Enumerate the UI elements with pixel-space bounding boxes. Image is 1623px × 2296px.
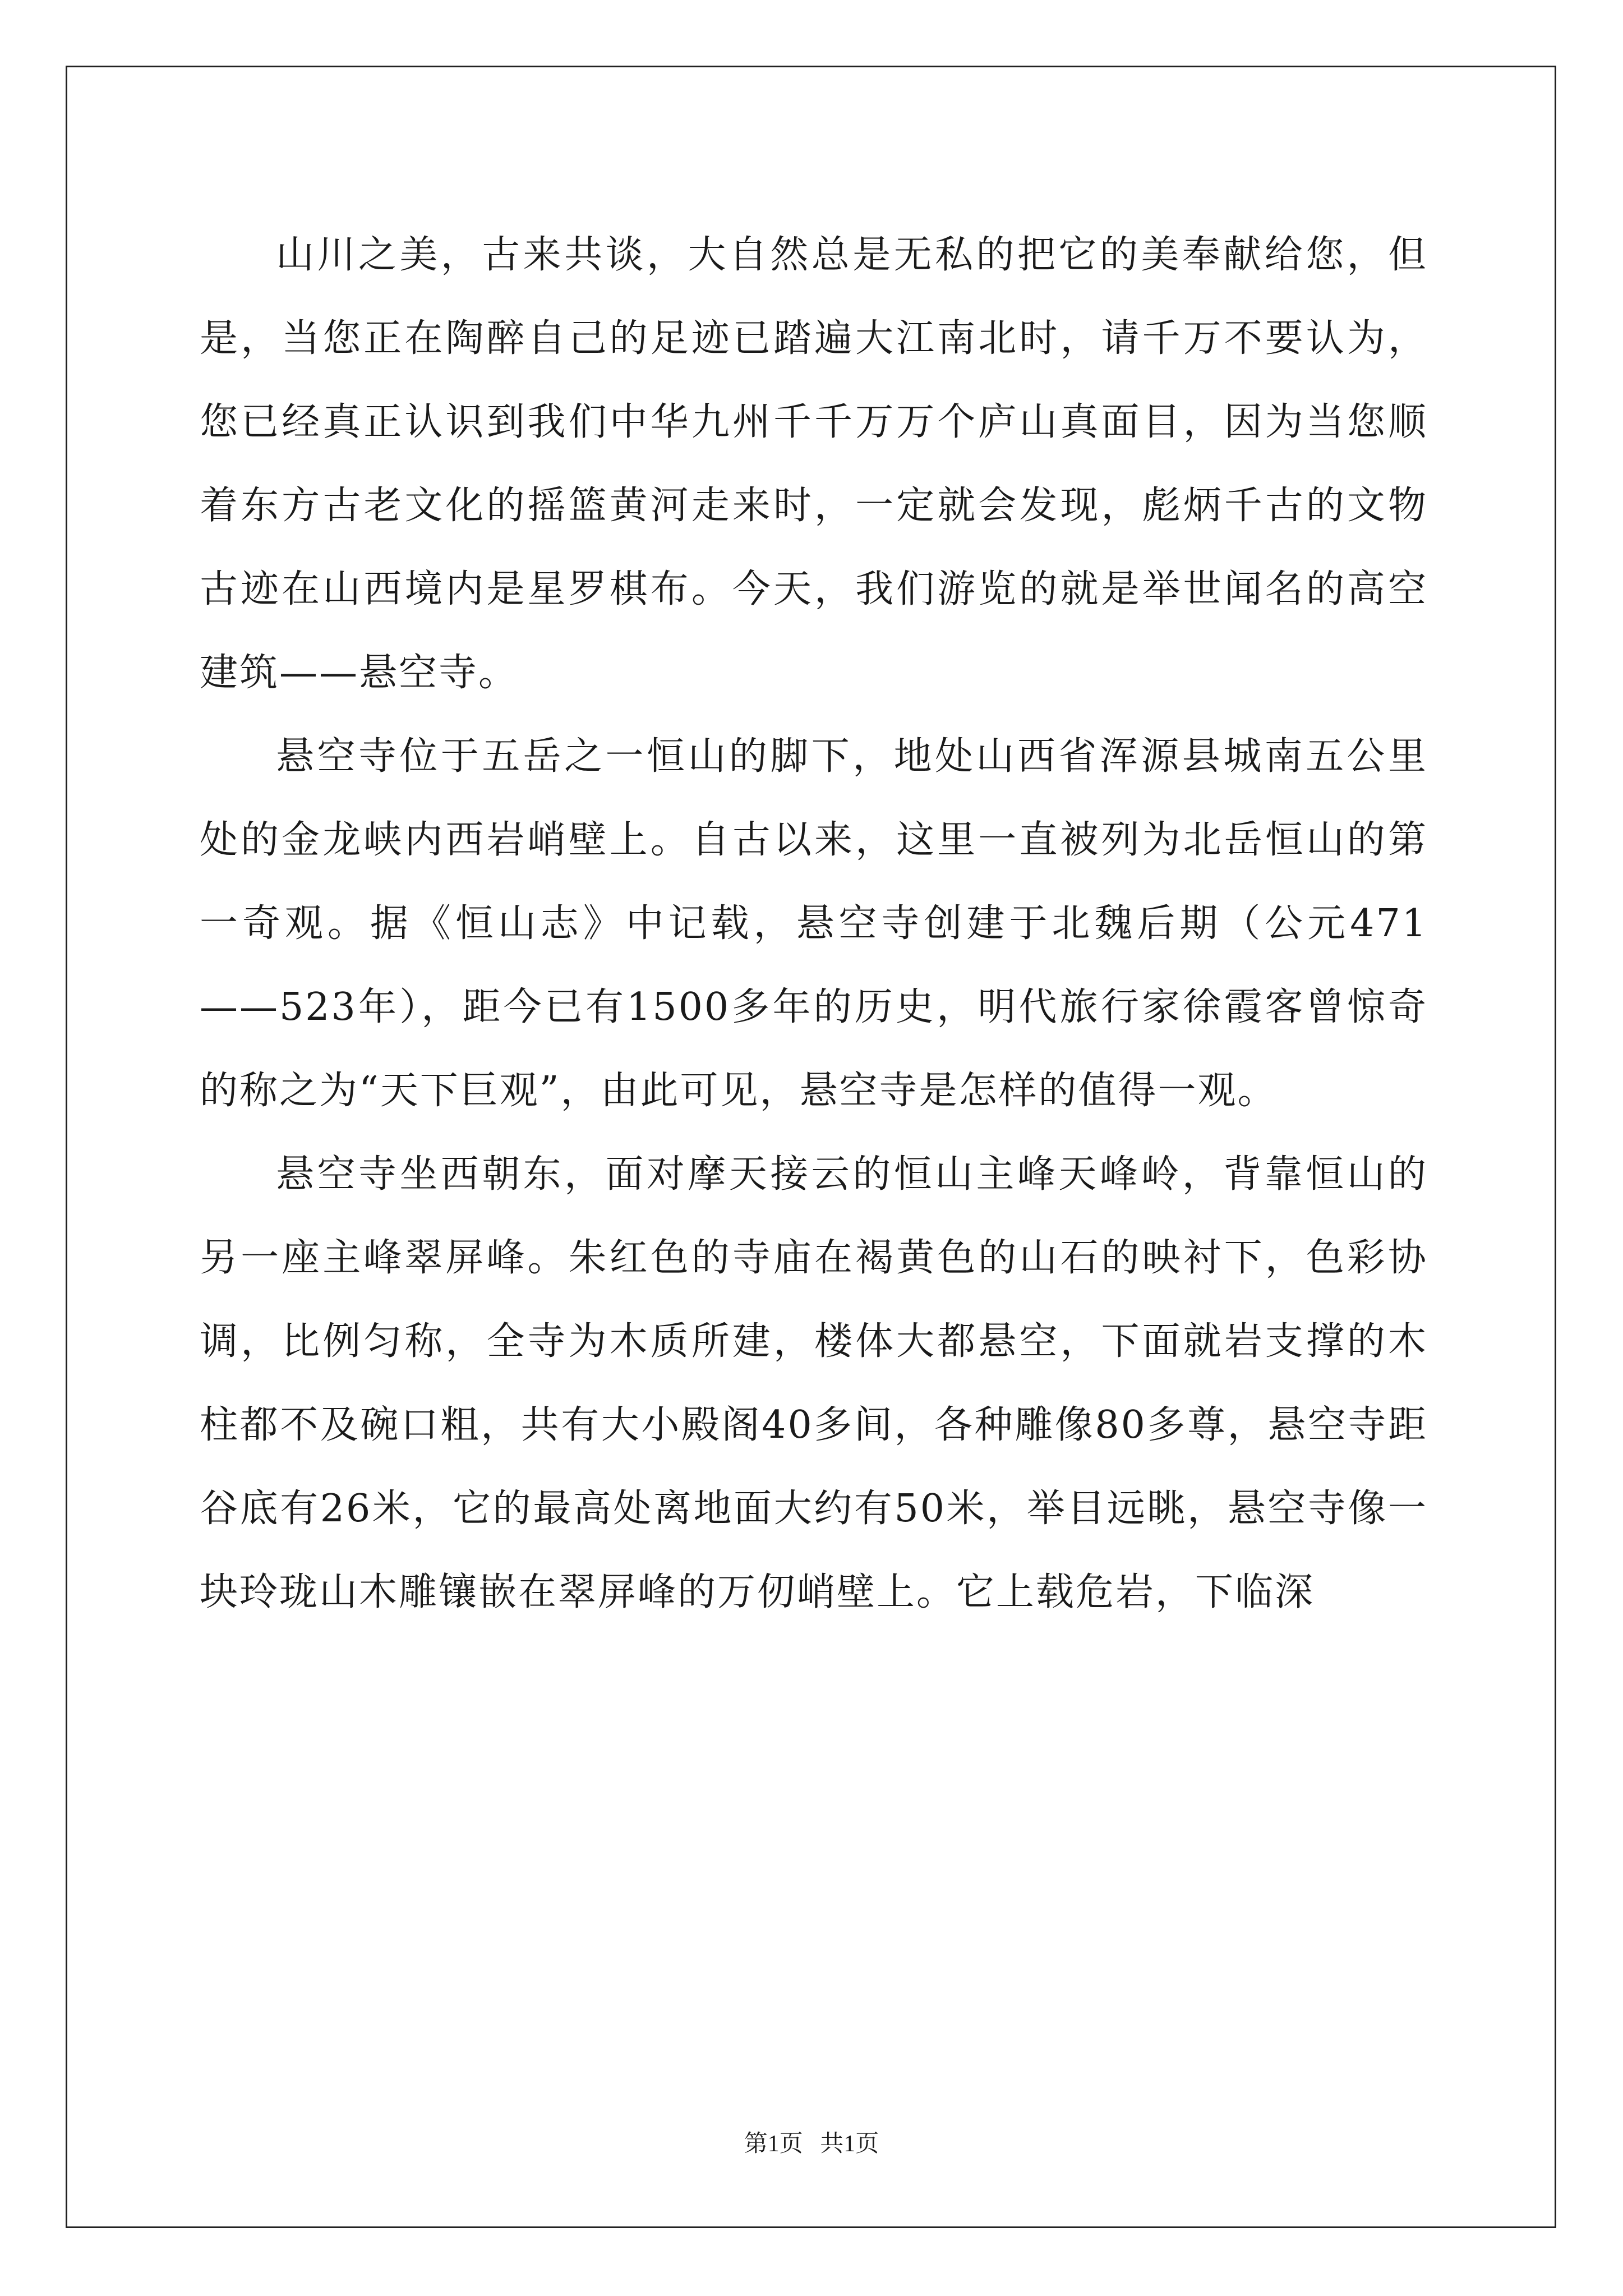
- paragraph-1: 山川之美，古来共谈，大自然总是无私的把它的美奉献给您，但是，当您正在陶醉自己的足迹已踏遍大江南北时，请千万不要认为，您已经真正认识到我们中华九州千千万万个庐山真面目，因为当您顺着东方古老文化的摇篮黄河走来时，一定就会发现，彪炳千古的文物古迹在山西境内是星罗棋布。今天，我们游览的就是举世闻名的高空建筑——悬空寺。: [200, 233, 1428, 695]
- paragraph-3: 悬空寺坐西朝东，面对摩天接云的恒山主峰天峰岭，背靠恒山的另一座主峰翠屏峰。朱红色的寺庙在褐黄色的山石的映衬下，色彩协调，比例匀称，全寺为木质所建，楼体大都悬空，下面就岩支撑的木柱都不及碗口粗，共有大小殿阁40多间，各种雕像80多尊，悬空寺距谷底有26米，它的最高处离地面大约有50米，举目远眺，悬空寺像一块玲珑山木雕镶嵌在翠屏峰的万仞峭壁上。它上载危岩，下临深: [200, 1152, 1428, 1614]
- document-body: [200, 213, 1428, 1634]
- paragraph-2: 悬空寺位于五岳之一恒山的脚下，地处山西省浑源县城南五公里处的金龙峡内西岩峭壁上。自古以来，这里一直被列为北岳恒山的第一奇观。据《恒山志》中记载，悬空寺创建于北魏后期（公元471——523年），距今已有1500多年的历史，明代旅行家徐霞客曾惊奇的称之为“天下巨观”，由此可见，悬空寺是怎样的值得一观。: [200, 734, 1428, 1113]
- page-number-total: 共1页: [820, 2131, 879, 2157]
- page-number-current: 第1页: [744, 2131, 803, 2157]
- page-footer: [0, 2127, 1623, 2161]
